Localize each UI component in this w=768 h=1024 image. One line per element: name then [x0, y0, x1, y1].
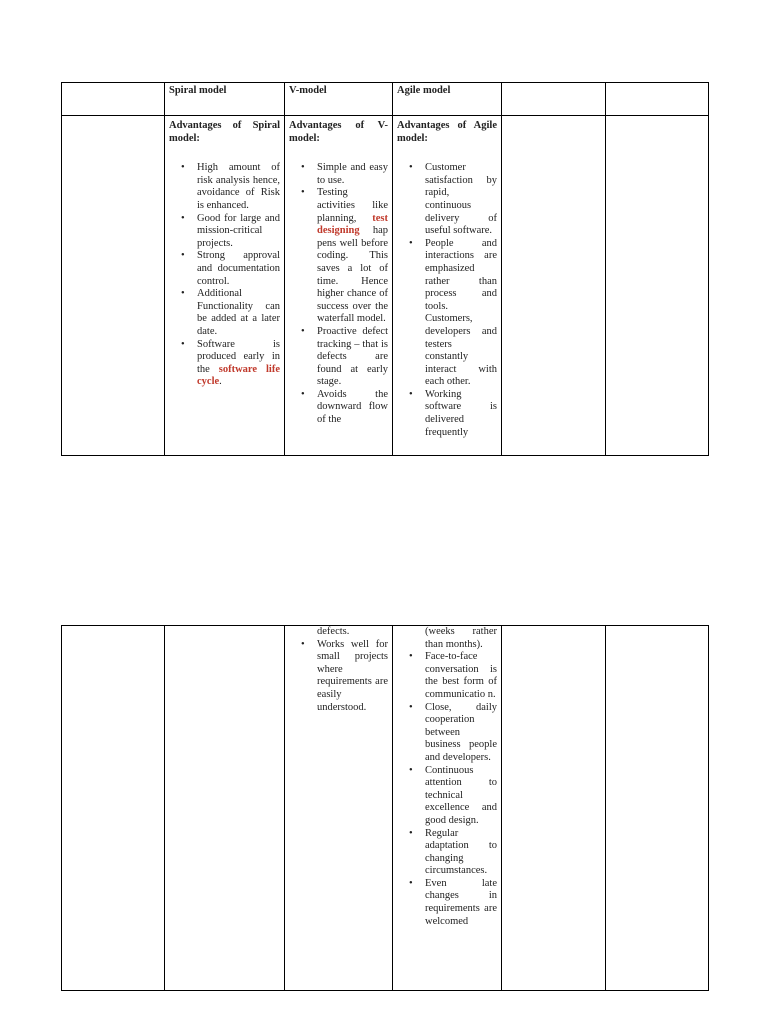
vmodel-continued-list [289, 626, 388, 714]
empty-cell [502, 116, 606, 456]
advantages-row [62, 116, 709, 456]
list-item: • Proactive defect tracking – that is defects are found at early stage. [317, 326, 388, 389]
header-spiral-model: Spiral model [169, 85, 227, 96]
spiral-advantages-title: Advantages of Spiral model: [169, 120, 280, 144]
header-cell-empty-5 [502, 83, 606, 116]
list-item: • Close, daily cooperation between business people and developers. [425, 702, 497, 765]
vmodel-continued-cell [285, 626, 393, 991]
list-item: • People and interactions are emphasized rather than process and tools. [425, 238, 497, 314]
list-item: • Even late changes in requirements are welcomed [425, 878, 497, 928]
empty-cell [606, 116, 709, 456]
list-item: • Working software is delivered frequently [425, 389, 497, 439]
list-item: • Customer satisfaction by rapid, continuous delivery of useful software. [425, 162, 497, 238]
agile-advantages-list-2 [397, 389, 497, 439]
empty-cell [502, 626, 606, 991]
test-designing-link[interactable]: test designing [317, 212, 388, 237]
list-item: • Good for large and mission-critical projects. [197, 213, 280, 251]
vmodel-advantages-cell [285, 116, 393, 456]
list-item: • Additional Functionality can be added at a later date. [197, 288, 280, 338]
empty-cell [606, 626, 709, 991]
agile-continued-cell [393, 626, 502, 991]
header-row [62, 83, 709, 116]
header-cell-spiral [165, 83, 285, 116]
header-cell-empty-6 [606, 83, 709, 116]
agile-advantages-title: Advantages of Agile model: [397, 120, 497, 144]
header-cell-empty-1 [62, 83, 165, 116]
header-v-model: V-model [289, 85, 327, 96]
comparison-table-continued [61, 625, 709, 991]
continued-row [62, 626, 709, 991]
list-item: • Works well for small projects where requirements are easily understood. [317, 639, 388, 715]
comparison-table-top [61, 82, 709, 456]
agile-continued-list [397, 626, 497, 928]
vmodel-advantages-title: Advantages of V-model: [289, 120, 388, 144]
agile-plain-paragraph: Customers, developers and testers constantly interact with each other. [425, 313, 497, 388]
list-item: • Simple and easy to use. [317, 162, 388, 187]
spiral-advantages-list [169, 162, 280, 389]
empty-cell [62, 116, 165, 456]
list-item: • High amount of risk analysis hence, avoidance of Risk is enhanced. [197, 162, 280, 212]
list-item: • Continuous attention to technical excellence and good design. [425, 765, 497, 828]
list-item-continuation: defects. [317, 626, 350, 637]
list-item: • Strong approval and documentation control. [197, 250, 280, 288]
agile-advantages-list [397, 162, 497, 313]
header-agile-model: Agile model [397, 85, 451, 96]
list-item: • Testing activities like planning, test designing hap pens well before coding. This saves a lot of time. Hence higher chance of success over the waterfall model. [317, 187, 388, 326]
empty-cell [165, 626, 285, 991]
spiral-advantages-cell [165, 116, 285, 456]
header-cell-agile [393, 83, 502, 116]
list-item: • Face-to-face conversation is the best form of communicatio n. [425, 651, 497, 701]
list-item: • Regular adaptation to changing circumstances. [425, 828, 497, 878]
list-item: • Software is produced early in the software life cycle. [197, 339, 280, 389]
vmodel-advantages-list [289, 162, 388, 426]
list-item-continuation: (weeks rather than months). [425, 626, 497, 650]
empty-cell [62, 626, 165, 991]
header-cell-vmodel [285, 83, 393, 116]
list-item: • Avoids the downward flow of the [317, 389, 388, 427]
agile-advantages-cell [393, 116, 502, 456]
software-life-cycle-link[interactable]: software life cycle [197, 363, 280, 388]
